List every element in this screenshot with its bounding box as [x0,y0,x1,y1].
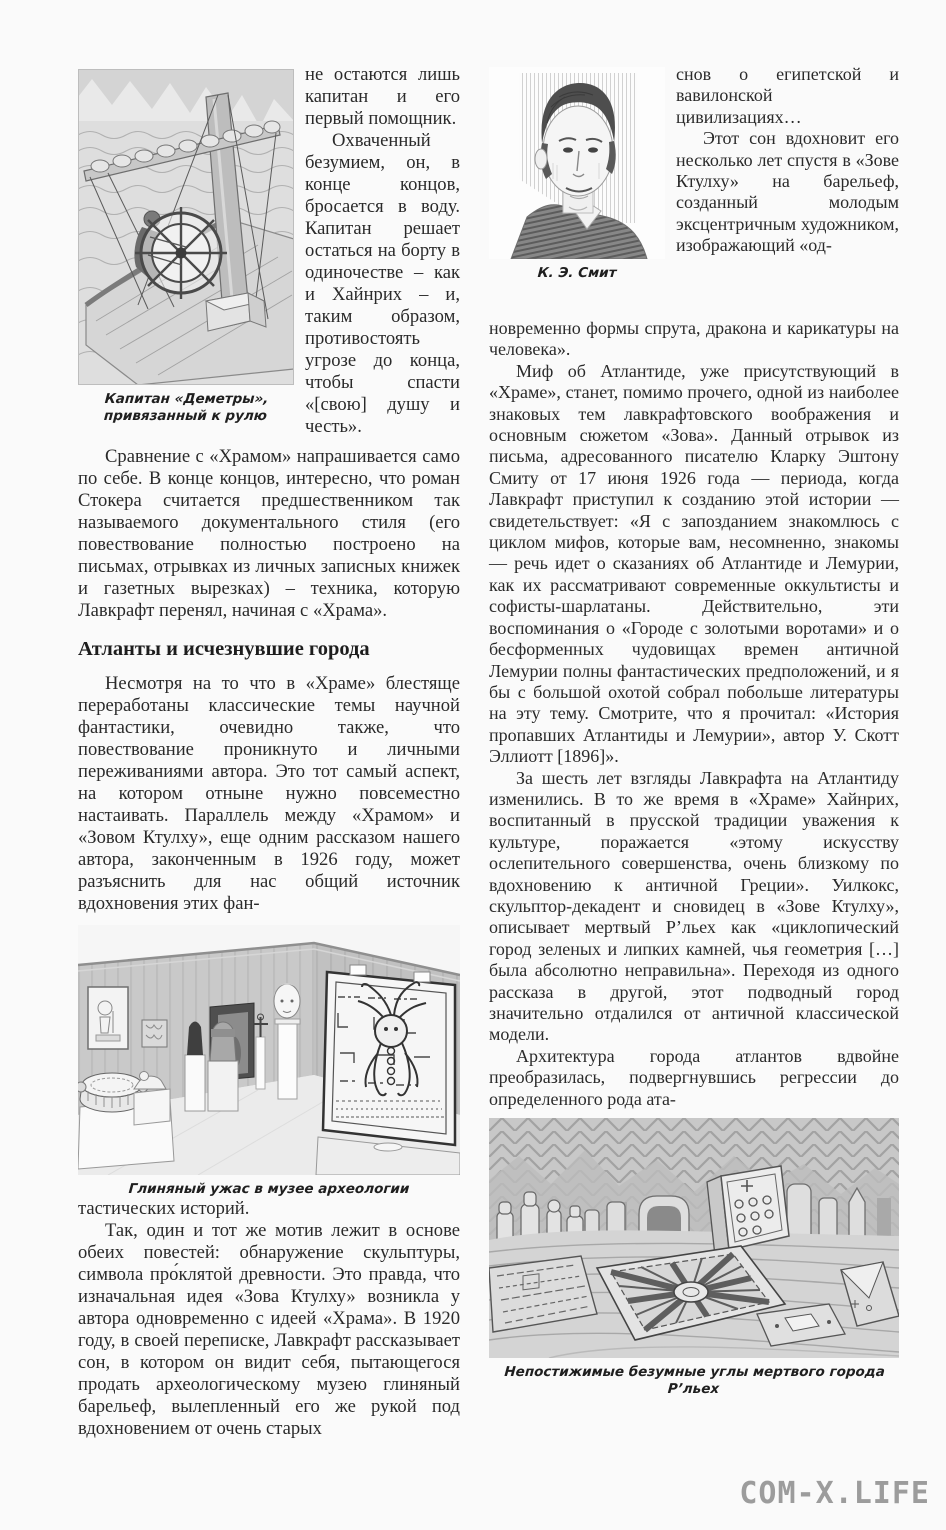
site-watermark: COM-X.LIFE [739,1476,930,1511]
portrait-caption: К. Э. Смит [537,265,618,281]
city-caption: Непостижимые безумные углы мертвого города Р’льех [503,1364,886,1398]
left-column [78,64,460,1440]
museum-caption: Глиняный ужас в музее археологии [128,1181,410,1197]
ship-beside-text [305,64,460,438]
ship-illustration [78,69,294,385]
museum-illustration [78,925,460,1175]
body-paragraph: новременно формы спрута, дракона и карикатуры на человека». [489,318,899,360]
ship-figure [78,69,294,425]
body-paragraph: Охваченный безумием, он, в конце концов, бросается в воду. Капитан решает остаться на борту в одиночестве – как и Хайнрих – и, таким образом, противостоять угрозе до конца, чтобы спасти «[свою] душу и честь». [305,130,460,437]
body-paragraph: Архитектура города атлантов вдвойне преобразилась, подвергнувшись регрессии до определенного рода ата- [489,1045,899,1109]
portrait-beside-text [676,64,899,257]
body-paragraph: тастических историй. [78,1198,250,1219]
body-paragraph: Сравнение с «Храмом» напрашивается само по себе. В конце концов, интересно, что роман Стокера считается предшественником так называемого документального стиля (его повествование полностью построено на письмах, отрывках из личных записных книжек и газетных вырезках) – техника, которую Лавкрафт перенял, начиная с «Храма». [78,446,460,621]
body-paragraph: За шесть лет взгляды Лавкрафта на Атлантиду изменились. В то же время в «Храме» Хайнрих, воспитанный в прусской традиции уважения к культуре, поражается «этому искусству ослепительного совершенства, очень близкому по вдохновению к античной Греции». Уилкокс, скульптор-декадент и сновидец в «Зове Ктулху», описывает мертвый Р’льех как «циклопический город зеленых и липких камней, чья геометрия […] была абсолютно неправильна». Переходя из одного рассказа в другой, этот подводный город значительно отдалился от античной классической модели. [489,767,899,1045]
portrait-figure-row [489,64,899,318]
rlyeh-city-illustration [489,1118,899,1358]
right-column [489,64,899,1398]
body-paragraph: Несмотря на то что в «Храме» блестяще переработаны классические темы научной фантастики, очевидно также, что повествование проникнуто и личными переживаниями автора. Это тот самый аспект, на котором отныне нужно повсеместно настаивать. Параллель между «Храмом» и «Зовом Ктулху», еще одним рассказом нашего автора, законченным в 1926 году, может разъяснить для нас общий источник вдохновения этих фан- [78,673,460,914]
portrait-figure [489,67,665,282]
portrait-illustration [489,67,665,259]
city-figure [489,1118,899,1398]
body-paragraph: Миф об Атлантиде, уже присутствующий в «Храме», станет, помимо прочего, одной из наиболее знаковых тем лавкрафтовского воображения и основным сюжетом «Зова». Данный отрывок из письма, адресованного писателю Кларку Эштону Смиту от 17 июня 1926 года — периода, когда Лавкрафт приступил к созданию этой истории — свидетельствует: «Я с запозданием знакомлюсь с циклом мифов, которые вам, несомненно, знакомы — речь идет о сказаниях об Атлантиде и Лемурии, как их рассматривают современные оккультисты и софисты-шарлатаны. Действительно, эти воспоминания о «Городе с золотыми воротами» и о бесформенных чудовищах времен античной Лемурии полны фантастических предположений, и я бы с большой охотой собрал побольше литературы на эту тему. Смотрите, что я прочитал: «История пропавших Атлантиды и Лемурии», автор У. Скотт Эллиотт [1896]». [489,360,899,767]
body-paragraph: снов о египетской и вавилонской цивилизациях… [676,64,899,127]
body-paragraph: не остаются лишь капитан и его первый помощник. [305,64,460,129]
body-paragraph: Так, один и тот же мотив лежит в основе обеих повестей: обнаружение скульптуры, символа про́клятой древности. Это правда, что изначальная идея «Зова Ктулху» возникла у автора одновременно с идеей «Храма». В 1920 году, в своей переписке, Лавкрафт рассказывает сон, в котором он видит себя, пытающегося продать археологическому музею глиняный барельеф, вылепленный его же рукой под вдохновением от очень старых [78,1220,460,1439]
museum-figure [78,925,460,1198]
section-heading: Атланты и исчезнувшие города [78,638,370,660]
ship-figure-row [78,64,460,438]
ship-caption: Капитан «Деметры», привязанный к рулю [103,391,270,424]
body-paragraph: Этот сон вдохновит его несколько лет спустя в «Зове Ктулху» на барельеф, созданный молодым эксцентричным художником, изображающий «од- [676,128,899,256]
